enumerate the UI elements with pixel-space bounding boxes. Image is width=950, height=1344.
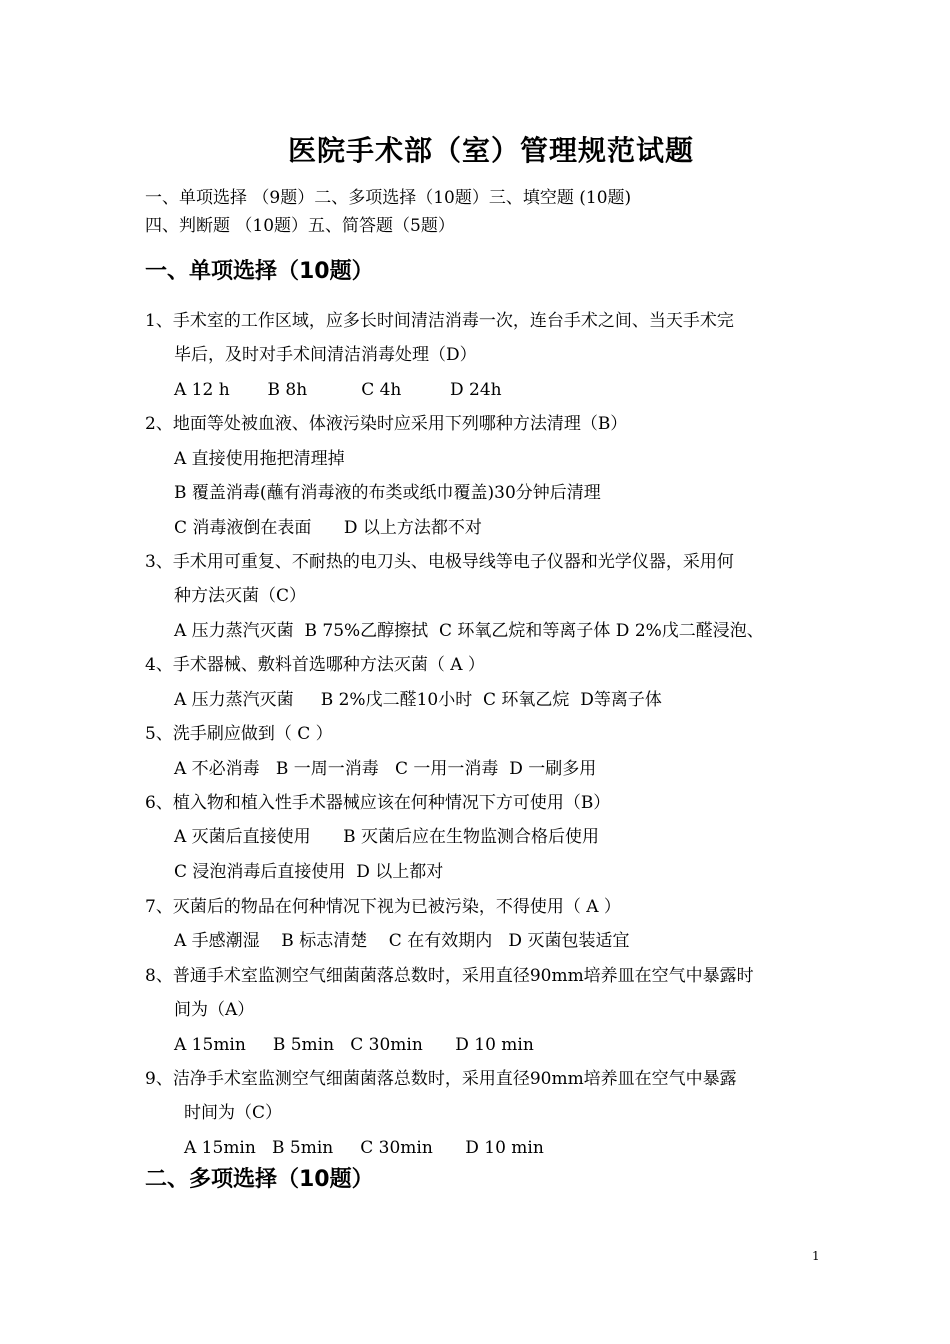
question-9-line-2: 时间为（C） bbox=[184, 1103, 283, 1123]
question-6-options-cd: C 浸泡消毒后直接使用 D 以上都对 bbox=[174, 862, 444, 882]
question-6-line-1: 6、植入物和植入性手术器械应该在何种情况下方可使用（B） bbox=[145, 793, 611, 813]
question-9-options: A 15min B 5min C 30min D 10 min bbox=[184, 1138, 544, 1158]
question-2-options-cd: C 消毒液倒在表面 D 以上方法都不对 bbox=[174, 518, 482, 538]
question-8-line-2: 间为（A） bbox=[174, 1000, 255, 1020]
summary-line-2: 四、判断题 （10题）五、简答题（5题） bbox=[145, 216, 455, 236]
question-3-line-2: 种方法灭菌（C） bbox=[174, 586, 307, 606]
question-7-line-1: 7、灭菌后的物品在何种情况下视为已被污染，不得使用（ A ） bbox=[145, 897, 621, 917]
question-7-options: A 手感潮湿 B 标志清楚 C 在有效期内 D 灭菌包装适宜 bbox=[174, 931, 630, 951]
question-3-line-1: 3、手术用可重复、不耐热的电刀头、电极导线等电子仪器和光学仪器，采用何 bbox=[145, 552, 734, 572]
question-2-option-b: B 覆盖消毒(蘸有消毒液的布类或纸巾覆盖)30分钟后清理 bbox=[174, 483, 601, 503]
question-1-line-1: 1、手术室的工作区域，应多长时间清洁消毒一次，连台手术之间、当天手术完 bbox=[145, 311, 734, 331]
question-4-line-1: 4、手术器械、敷料首选哪种方法灭菌（ A ） bbox=[145, 655, 485, 675]
question-5-options: A 不必消毒 B 一周一消毒 C 一用一消毒 D 一刷多用 bbox=[174, 759, 597, 779]
question-1-options: A 12 h B 8h C 4h D 24h bbox=[174, 380, 502, 400]
question-3-options: A 压力蒸汽灭菌 B 75%乙醇擦拭 C 环氧乙烷和等离子体 D 2%戊二醛浸泡、 bbox=[174, 621, 764, 641]
question-8-line-1: 8、普通手术室监测空气细菌菌落总数时，采用直径90mm培养皿在空气中暴露时 bbox=[145, 966, 754, 986]
section-heading-multiple-choice: 二、多项选择（10题） bbox=[145, 1167, 374, 1192]
question-8-options: A 15min B 5min C 30min D 10 min bbox=[174, 1035, 534, 1055]
question-2-option-a: A 直接使用拖把清理掉 bbox=[174, 449, 345, 469]
question-4-options: A 压力蒸汽灭菌 B 2%戊二醛10小时 C 环氧乙烷 D等离子体 bbox=[174, 690, 662, 710]
question-9-line-1: 9、洁净手术室监测空气细菌菌落总数时，采用直径90mm培养皿在空气中暴露 bbox=[145, 1069, 737, 1089]
question-2-line-1: 2、地面等处被血液、体液污染时应采用下列哪种方法清理（B） bbox=[145, 414, 628, 434]
summary-line-1: 一、单项选择 （9题）二、多项选择（10题）三、填空题 (10题) bbox=[145, 188, 632, 208]
question-6-options-ab: A 灭菌后直接使用 B 灭菌后应在生物监测合格后使用 bbox=[174, 827, 599, 847]
document-title: 医院手术部（室）管理规范试题 bbox=[287, 134, 694, 167]
question-1-line-2: 毕后，及时对手术间清洁消毒处理（D） bbox=[174, 345, 477, 365]
page-number: 1 bbox=[812, 1249, 820, 1263]
question-5-line-1: 5、洗手刷应做到（ C ） bbox=[145, 724, 333, 744]
section-heading-single-choice: 一、单项选择（10题） bbox=[145, 259, 374, 284]
